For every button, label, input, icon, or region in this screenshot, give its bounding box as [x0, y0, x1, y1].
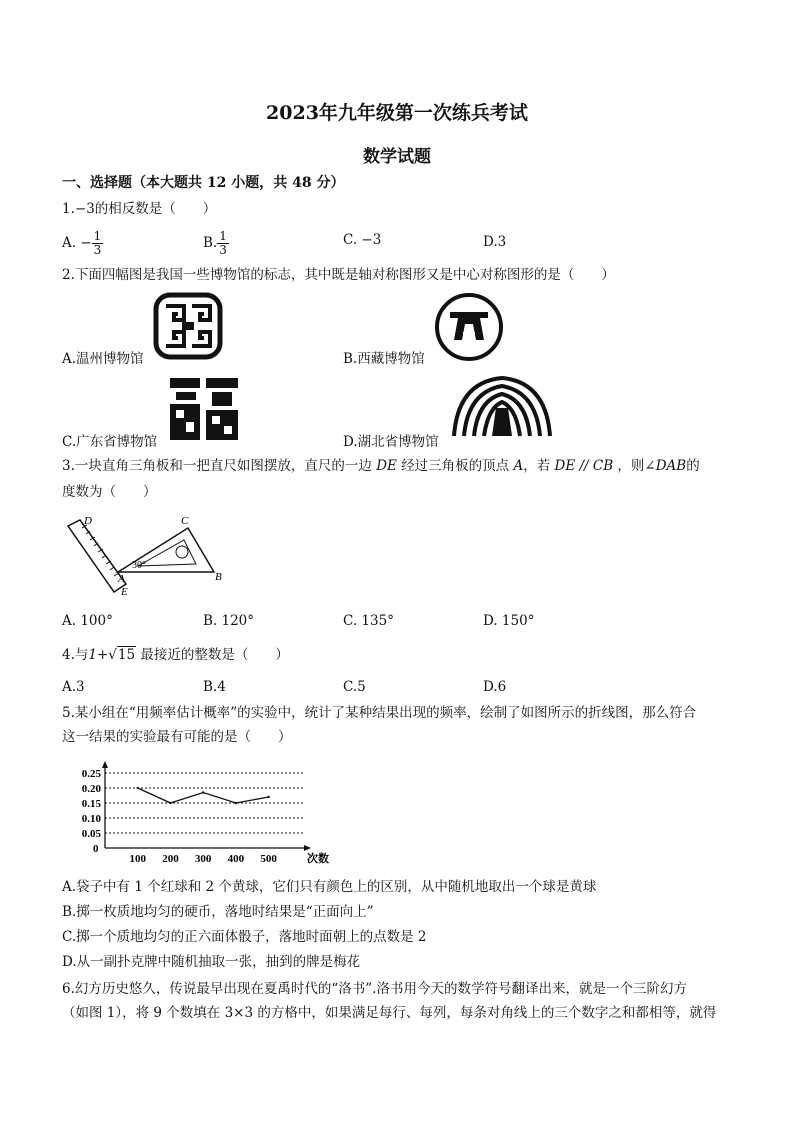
y-tick-label: 0.10	[81, 813, 101, 825]
x-tick-label: 500	[260, 853, 277, 865]
q3-label-A: A	[118, 573, 125, 585]
q1-option-d: D.3	[483, 234, 507, 250]
q4-option-b: B.4	[203, 679, 226, 695]
q6-line1: 6.幻方历史悠久，传说最早出现在夏禹时代的“洛书”.洛书用今天的数学符号翻译出来，就是一个三阶幻方	[62, 981, 687, 997]
q2-stem: 2.下面四幅图是我国一些博物馆的标志，其中既是轴对称图形又是中心对称图形的是（ ）	[62, 267, 615, 283]
y-axis-arrow	[102, 761, 108, 768]
q3-label-D: D	[84, 515, 92, 527]
hubei-museum-logo	[450, 374, 554, 444]
x-tick-label: 100	[129, 853, 146, 865]
q1-option-c: C. −3	[343, 232, 382, 248]
q3-stem: 3.一块直角三角板和一把直尺如图摆放，直尺的一边 DE 经过三角板的顶点 A，若 DE // CB ，则∠DAB的	[62, 458, 700, 474]
x-axis-arrow	[304, 845, 311, 851]
y-tick-label: 0.15	[81, 798, 101, 810]
q5-option-a: A.袋子中有 1 个红球和 2 个黄球，它们只有颜色上的区别，从中随机地取出一个球是黄球	[62, 879, 597, 895]
q3-option-b: B. 120°	[203, 613, 255, 629]
wenzhou-museum-logo	[152, 292, 224, 360]
q3-stem-line2: 度数为（ ）	[62, 484, 157, 500]
section-heading: 一、选择题（本大题共 12 小题，共 48 分）	[62, 175, 345, 191]
x-axis-label: 次数	[307, 853, 329, 865]
data-point	[267, 796, 269, 798]
q3-label-30: 30°	[132, 560, 146, 571]
y-tick-label: 0.05	[81, 828, 101, 840]
q1-option-b: B. $\frac{1}{3}$	[203, 229, 227, 257]
x-tick-label: 200	[162, 853, 179, 865]
y-tick-label: 0.20	[81, 783, 101, 795]
q3-option-c: C. 135°	[343, 613, 394, 629]
data-point	[202, 791, 204, 793]
q5-option-d: D.从一副扑克牌中随机抽取一张，抽到的牌是梅花	[62, 954, 361, 970]
x-tick-label: 300	[194, 853, 212, 865]
origin-label: 0	[93, 843, 99, 855]
x-tick-label: 400	[227, 853, 245, 865]
q3-option-d: D. 150°	[483, 613, 535, 629]
q2-option-d: D.湖北省博物馆	[343, 434, 439, 450]
q5-stem-line1: 5.某小组在“用频率估计概率”的实验中，统计了某种结果出现的频率，绘制了如图所示的折线图，那么符合	[62, 705, 697, 721]
q1-option-a: A. − $\frac{1}{3}$	[62, 229, 102, 257]
q6-line2: （如图 1），将 9 个数填在 3×3 的方格中，如果满足每行、每列，每条对角线上的三个数字之和都相等，就得	[62, 1005, 717, 1021]
q3-label-C: C	[181, 515, 189, 527]
q3-ruler-triangle-figure	[60, 510, 235, 600]
guangdong-museum-logo	[168, 374, 240, 444]
q4-option-c: C.5	[343, 679, 366, 695]
frequency-line-chart	[60, 762, 329, 870]
page-title: 2023年九年级第一次练兵考试	[266, 102, 528, 124]
q4-option-a: A.3	[62, 679, 85, 695]
q5-option-b: B.掷一枚质地均匀的硬币，落地时结果是“正面向上”	[62, 904, 374, 920]
data-point	[235, 802, 237, 804]
page-subtitle: 数学试题	[363, 147, 431, 167]
tibet-museum-logo	[432, 292, 506, 362]
series-line	[138, 788, 269, 803]
q1-stem: 1.−3的相反数是（ ）	[62, 201, 217, 217]
q5-stem-line2: 这一结果的实验最有可能的是（ ）	[62, 729, 292, 745]
q3-label-B: B	[215, 571, 222, 583]
q2-option-b: B.西藏博物馆	[343, 351, 425, 367]
q3-option-a: A. 100°	[62, 613, 113, 629]
q3-label-E: E	[121, 586, 128, 598]
y-tick-label: 0.25	[81, 768, 101, 780]
q2-option-a: A.温州博物馆	[62, 351, 144, 367]
q2-option-c: C.广东省博物馆	[62, 434, 158, 450]
data-point	[169, 802, 171, 804]
data-point	[137, 787, 139, 789]
q4-stem: 4.与1+√15 最接近的整数是（ ）	[62, 647, 289, 663]
q4-option-d: D.6	[483, 679, 507, 695]
q5-option-c: C.掷一个质地均匀的正六面体骰子，落地时面朝上的点数是 2	[62, 929, 427, 945]
